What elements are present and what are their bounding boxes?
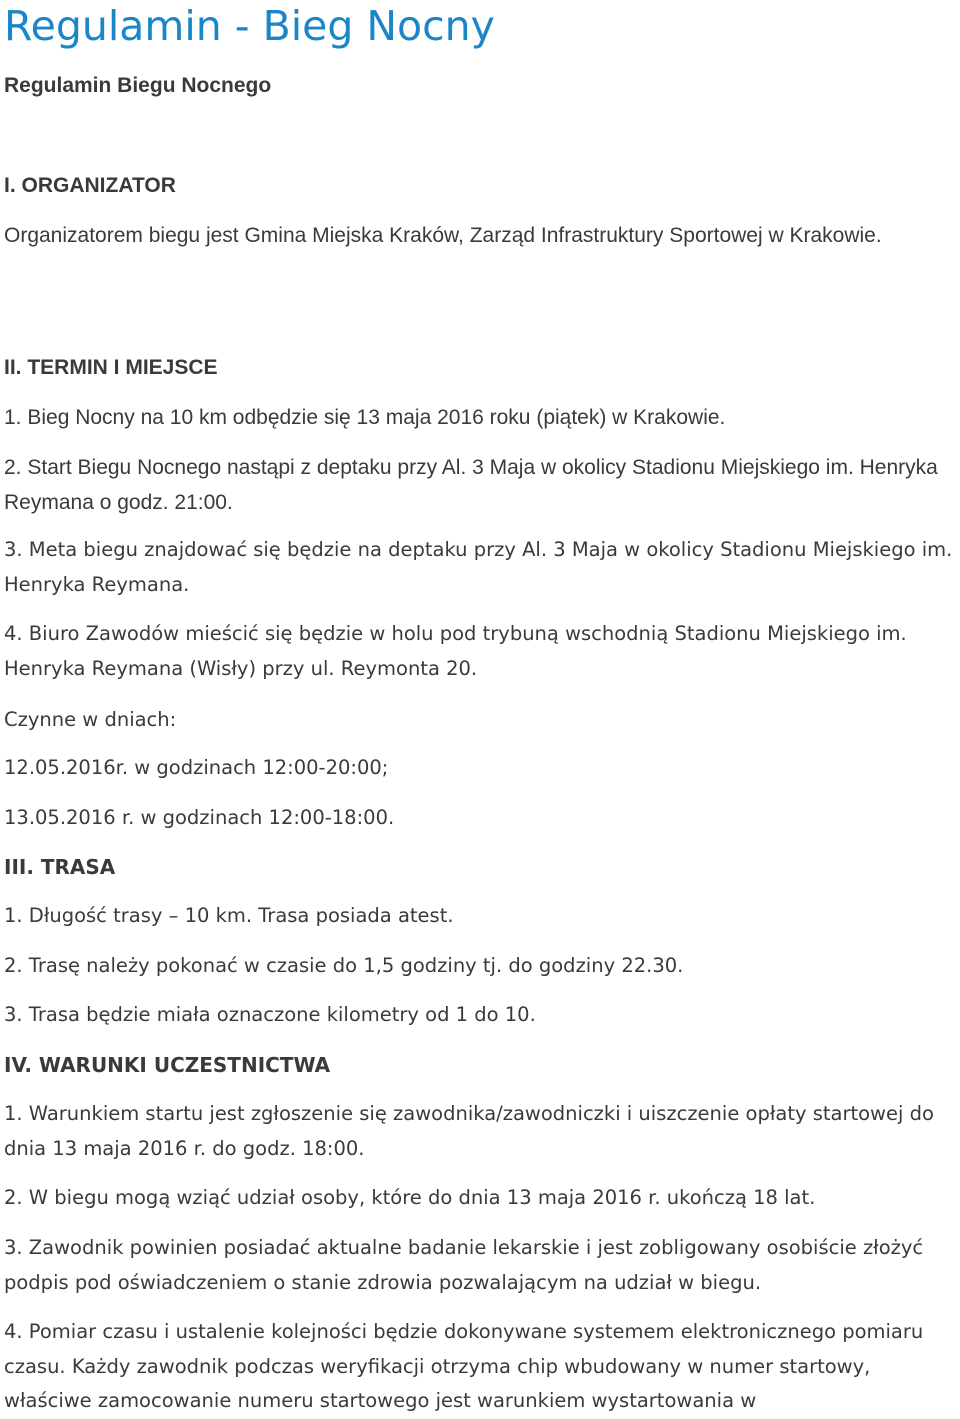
section-heading-trasa: III. TRASA [4,855,116,879]
paragraph-hours-day1: 12.05.2016r. w godzinach 12:00-20:00; [4,756,389,779]
paragraph-termin-2: 2. Start Biegu Nocnego nastąpi z deptaku przy Al. 3 Maja w okolicy Stadionu Miejskiego im. Henryka Reymana o godz. 21:00. [4,456,938,514]
paragraph-hours-day2: 13.05.2016 r. w godzinach 12:00-18:00. [4,806,395,829]
page-subtitle: Regulamin Biegu Nocnego [4,74,272,97]
paragraph-hours-label: Czynne w dniach: [4,708,177,731]
paragraph-warunki-1: 1. Warunkiem startu jest zgłoszenie się zawodnika/zawodniczki i uiszczenie opłaty startowej do dnia 13 maja 2016 r. do godz. 18:00. [4,1102,934,1160]
paragraph-termin-3: 3. Meta biegu znajdować się będzie na deptaku przy Al. 3 Maja w okolicy Stadionu Miejskiego im. Henryka Reymana. [4,538,953,596]
paragraph-trasa-2: 2. Trasę należy pokonać w czasie do 1,5 godziny tj. do godziny 22.30. [4,954,684,977]
section-heading-warunki: IV. WARUNKI UCZESTNICTWA [4,1053,331,1077]
paragraph-warunki-3: 3. Zawodnik powinien posiadać aktualne badanie lekarskie i jest zobligowany osobiście złożyć podpis pod oświadczeniem o stanie zdrowia pozwalającym na udział w biegu. [4,1236,924,1294]
paragraph-termin-4: 4. Biuro Zawodów mieścić się będzie w holu pod trybuną wschodnią Stadionu Miejskiego im. Henryka Reymana (Wisły) przy ul. Reymonta 20. [4,622,907,680]
paragraph-trasa-3: 3. Trasa będzie miała oznaczone kilometry od 1 do 10. [4,1003,536,1026]
paragraph-termin-1: 1. Bieg Nocny na 10 km odbędzie się 13 maja 2016 roku (piątek) w Krakowie. [4,406,726,429]
section-heading-organizator: I. ORGANIZATOR [4,174,176,197]
paragraph-warunki-4: 4. Pomiar czasu i ustalenie kolejności będzie dokonywane systemem elektronicznego pomiaru czasu. Każdy zawodnik podczas weryfikacji otrzyma chip wbudowany w numer startowy, właściwe zamocowanie numeru startowego jest warunkiem wystartowania w [4,1320,924,1412]
paragraph-trasa-1: 1. Długość trasy – 10 km. Trasa posiada atest. [4,904,454,927]
page-title: Regulamin - Bieg Nocny [4,2,495,50]
paragraph-warunki-2: 2. W biegu mogą wziąć udział osoby, które do dnia 13 maja 2016 r. ukończą 18 lat. [4,1186,816,1209]
section-heading-termin: II. TERMIN I MIEJSCE [4,356,218,379]
paragraph-organizator: Organizatorem biegu jest Gmina Miejska Kraków, Zarząd Infrastruktury Sportowej w Krakowie. [4,224,882,247]
